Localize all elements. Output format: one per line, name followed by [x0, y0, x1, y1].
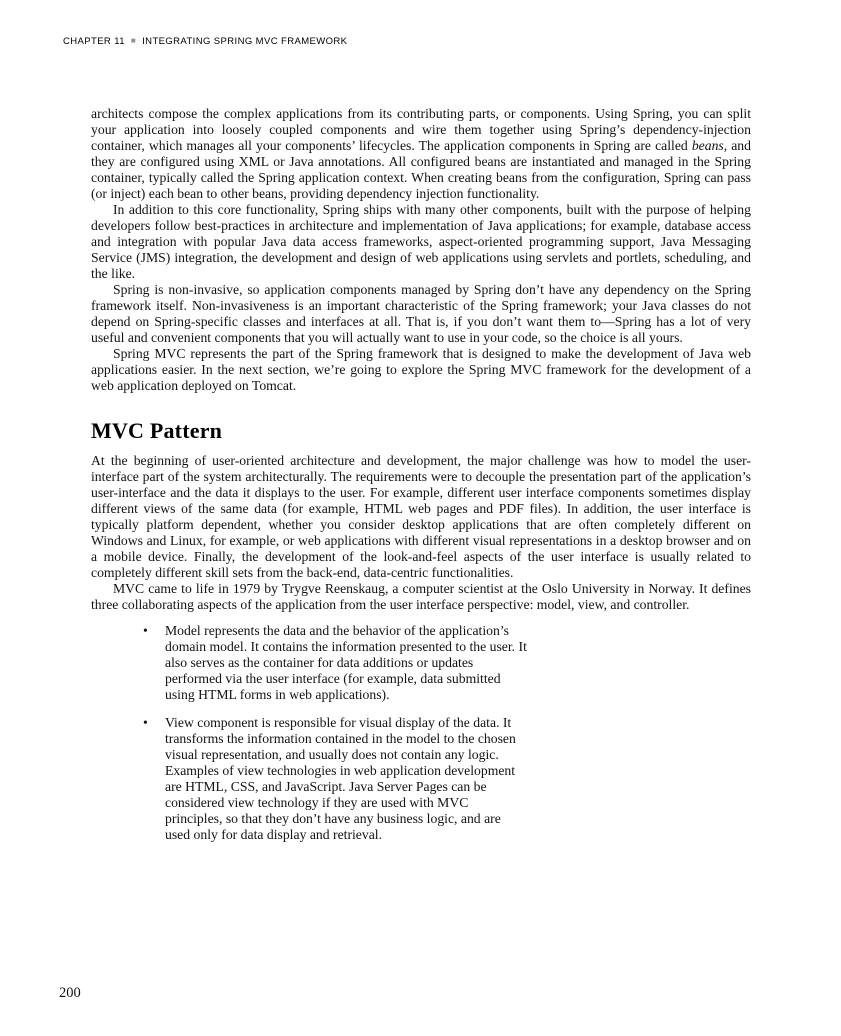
paragraph-text: and they are configured using XML or Java annotations. All configured beans are instantiated and managed in the Spring container, typically called the Spring application context. When creating beans from the configuration, Spring can pass (or inject) each bean to other beans, providing dependency injection functionality.: [91, 138, 751, 201]
bullet-icon: •: [143, 715, 148, 730]
list-item: [91, 623, 751, 703]
paragraph: [91, 106, 751, 202]
section-heading: MVC Pattern: [91, 418, 223, 443]
bullet-text: Model represents the data and the behavior of the application’s domain model. It contains the information presented to the user. It also serves as the container for data additions or updates performed via the user interface (for example, data submitted using HTML forms in web applications).: [165, 623, 527, 702]
chapter-title: INTEGRATING SPRING MVC FRAMEWORK: [142, 36, 348, 47]
italic-term: beans,: [691, 138, 728, 153]
paragraph: At the beginning of user-oriented architecture and development, the major challenge was how to model the user-interface part of the system architecturally. The requirements were to decouple the presentation part of the application’s user-interface and the data it displays to the user. For example, different user interface components sometimes display different views of the same data (for example, HTML web pages and PDF files). In addition, the user interface is typically platform dependent, whether you consider desktop applications that are often completely different on Windows and Linux, for example, or web applications with different visual representations in a desktop browser and on a mobile device. Finally, the development of the look-and-feel aspects of the user interface is usually related to completely different skill sets from the back-end, data-centric functionalities.: [91, 453, 751, 580]
paragraph: Spring is non-invasive, so application components managed by Spring don’t have any dependency on the Spring framework itself. Non-invasiveness is an important characteristic of the Spring framework; your Java classes do not depend on Spring-specific classes and interfaces at all. That is, if you don’t want them to—Spring has a lot of very useful and convenient components that you will actually want to use in your code, so the choice is all yours.: [91, 282, 751, 345]
paragraph: MVC came to life in 1979 by Trygve Reenskaug, a computer scientist at the Oslo University in Norway. It defines three collaborating aspects of the application from the user interface perspective: model, view, and controller.: [91, 581, 751, 612]
square-separator-icon: ■: [130, 36, 137, 45]
bullet-text: View component is responsible for visual display of the data. It transforms the information contained in the model to the chosen visual representation, and usually does not contain any logic. Examples of view technologies in web application development are HTML, CSS, and JavaScript. Java Server Pages can be considered view technology if they are used with MVC principles, so that they don’t have any business logic, and are used only for data display and retrieval.: [165, 715, 516, 842]
bullet-icon: •: [143, 623, 148, 638]
page-body: [91, 106, 751, 855]
page-number: 200: [59, 985, 81, 1001]
chapter-label: CHAPTER 11: [63, 36, 125, 47]
bullet-list: [91, 623, 751, 843]
paragraph-text: architects compose the complex applications from its contributing parts, or components. Using Spring, you can split your application into loosely coupled components and wire them together using Spring’s dependency-injection container, which manages all your components’ lifecycles. The application components in Spring are called: [91, 106, 751, 153]
paragraph: In addition to this core functionality, Spring ships with many other components, built with the purpose of helping developers follow best-practices in architecture and implementation of Java applications; for example, database access and integration with popular Java data access frameworks, aspect-oriented programming support, Java Messaging Service (JMS) integration, the development and design of web applications using servlets and portlets, scheduling, and the like.: [91, 202, 751, 281]
paragraph: Spring MVC represents the part of the Spring framework that is designed to make the development of Java web applications easier. In the next section, we’re going to explore the Spring MVC framework for the development of a web application deployed on Tomcat.: [91, 346, 751, 393]
running-head: [63, 36, 347, 47]
list-item: [91, 715, 751, 843]
